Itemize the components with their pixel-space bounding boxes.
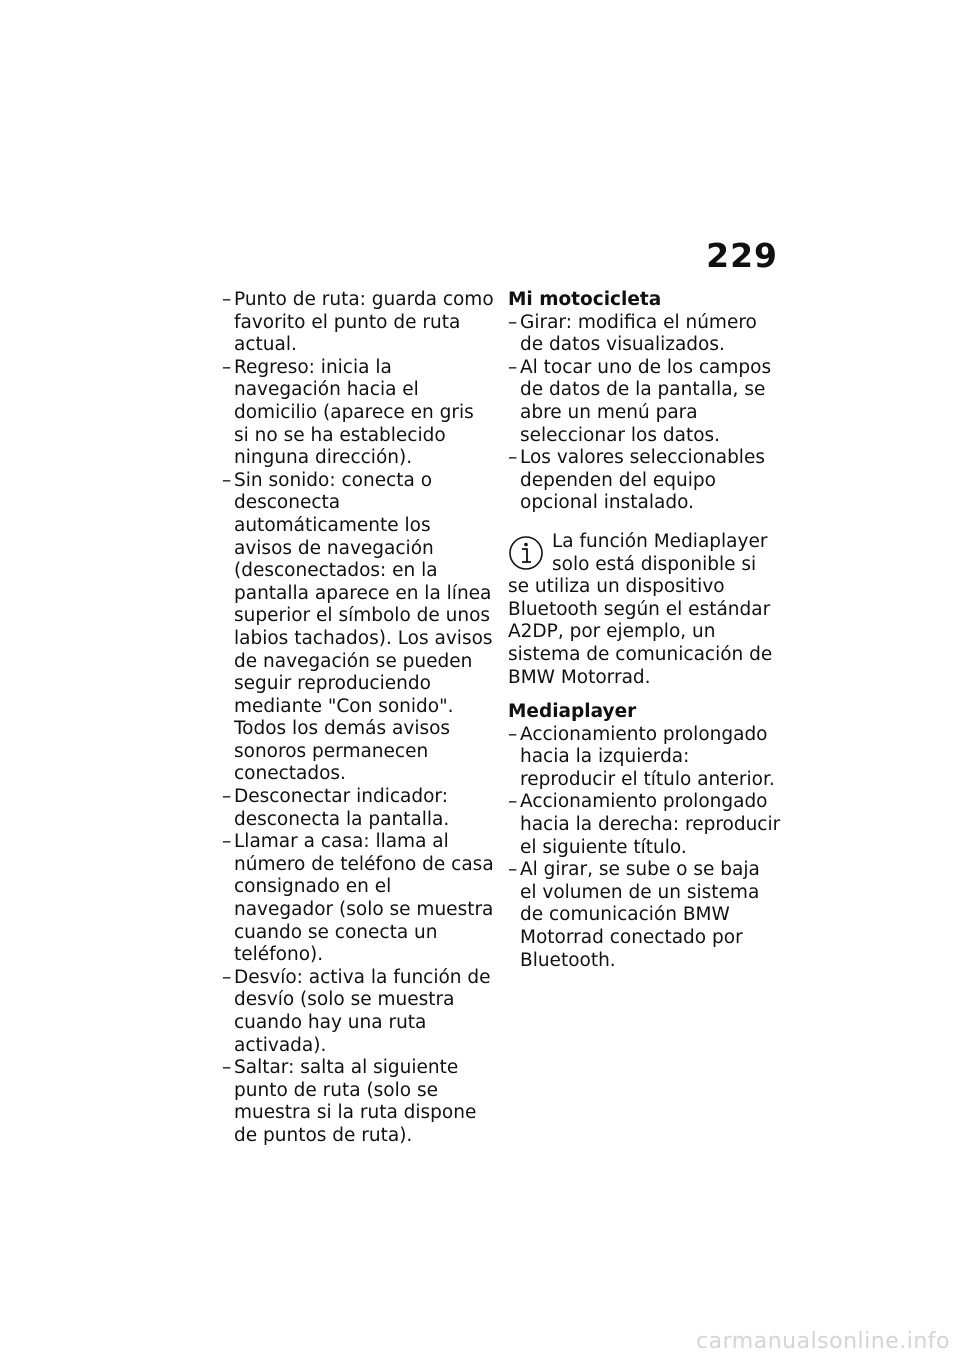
list-item (508, 859, 782, 972)
list-item (222, 831, 494, 967)
list-item (222, 289, 494, 357)
section-title-mediaplayer: Mediaplayer (508, 701, 637, 723)
list-item (508, 724, 782, 792)
list-item-text: Desvío: activa la función de desvío (solo se muestra cuando hay una ruta activada). (234, 966, 491, 1056)
page-number: 229 (706, 236, 778, 275)
list-item-text: Accionamiento prolongado hacia la izquierda: reproducir el título anterior. (520, 723, 775, 790)
dash-bullet: – (508, 723, 518, 745)
list-item (222, 967, 494, 1057)
list-item-text: Punto de ruta: guarda como favorito el punto de ruta actual. (234, 289, 494, 356)
list-item (508, 357, 782, 447)
mi-motocicleta-list (508, 312, 782, 515)
section-title-mi-motocicleta: Mi motocicleta (508, 289, 662, 310)
dash-bullet: – (222, 966, 232, 988)
dash-bullet: – (222, 831, 232, 853)
navigation-options-list (222, 289, 494, 1148)
list-item-text: Girar: modifica el número de datos visualizados. (520, 311, 757, 356)
list-item (508, 791, 782, 859)
list-item-text: Regreso: inicia la navegación hacia el domicilio (aparece en gris si no se ha establecido ninguna dirección). (234, 356, 474, 469)
dash-bullet: – (508, 791, 518, 813)
dash-bullet: – (222, 356, 232, 378)
dash-bullet: – (508, 447, 518, 469)
right-column (508, 289, 782, 972)
dash-bullet: – (508, 311, 518, 333)
dash-bullet: – (222, 469, 232, 491)
left-column (222, 289, 494, 1148)
list-item (222, 1057, 494, 1147)
dash-bullet: – (508, 356, 518, 378)
watermark: carmanualsonline.info (696, 1329, 950, 1354)
list-item-text: Sin sonido: conecta o desconecta automáticamente los avisos de navegación (desconectados: en la pantalla aparece en la línea superior el símbolo de unos labios tachados). Los avisos de navegación se pueden seguir reproduciendo mediante "Con sonido". Todos los demás avisos sonoros permanecen conectados. (234, 469, 493, 785)
list-item-text: Al girar, se sube o se baja el volumen de un sistema de comunicación BMW Motorrad conectado por Bluetooth. (520, 859, 760, 971)
info-icon (508, 535, 548, 571)
list-item (222, 357, 494, 470)
list-item-text: Los valores seleccionables dependen del equipo opcional instalado. (520, 447, 765, 514)
dash-bullet: – (222, 289, 232, 310)
list-item-text: Accionamiento prolongado hacia la derecha: reproducir el siguiente título. (520, 791, 781, 858)
mediaplayer-list (508, 724, 782, 973)
info-note-text: La función Mediaplayer solo está disponible si se utiliza un dispositivo Bluetooth según el estándar A2DP, por ejemplo, un sistema de comunicación de BMW Motorrad. (508, 530, 773, 688)
list-item (508, 447, 782, 515)
dash-bullet: – (222, 1057, 232, 1079)
list-item-text: Al tocar uno de los campos de datos de la pantalla, se abre un menú para seleccionar los datos. (520, 356, 772, 446)
list-item-text: Saltar: salta al siguiente punto de ruta (solo se muestra si la ruta dispone de puntos de ruta). (234, 1057, 477, 1146)
list-item-text: Desconectar indicador: desconecta la pantalla. (234, 786, 450, 830)
list-item (508, 312, 782, 357)
list-item (222, 470, 494, 786)
info-note (508, 531, 782, 689)
list-item-text: Llamar a casa: llama al número de teléfono de casa consignado en el navegador (solo se muestra cuando se conecta un teléfono). (234, 831, 494, 966)
dash-bullet: – (508, 859, 518, 881)
list-item (222, 786, 494, 831)
dash-bullet: – (222, 786, 232, 808)
